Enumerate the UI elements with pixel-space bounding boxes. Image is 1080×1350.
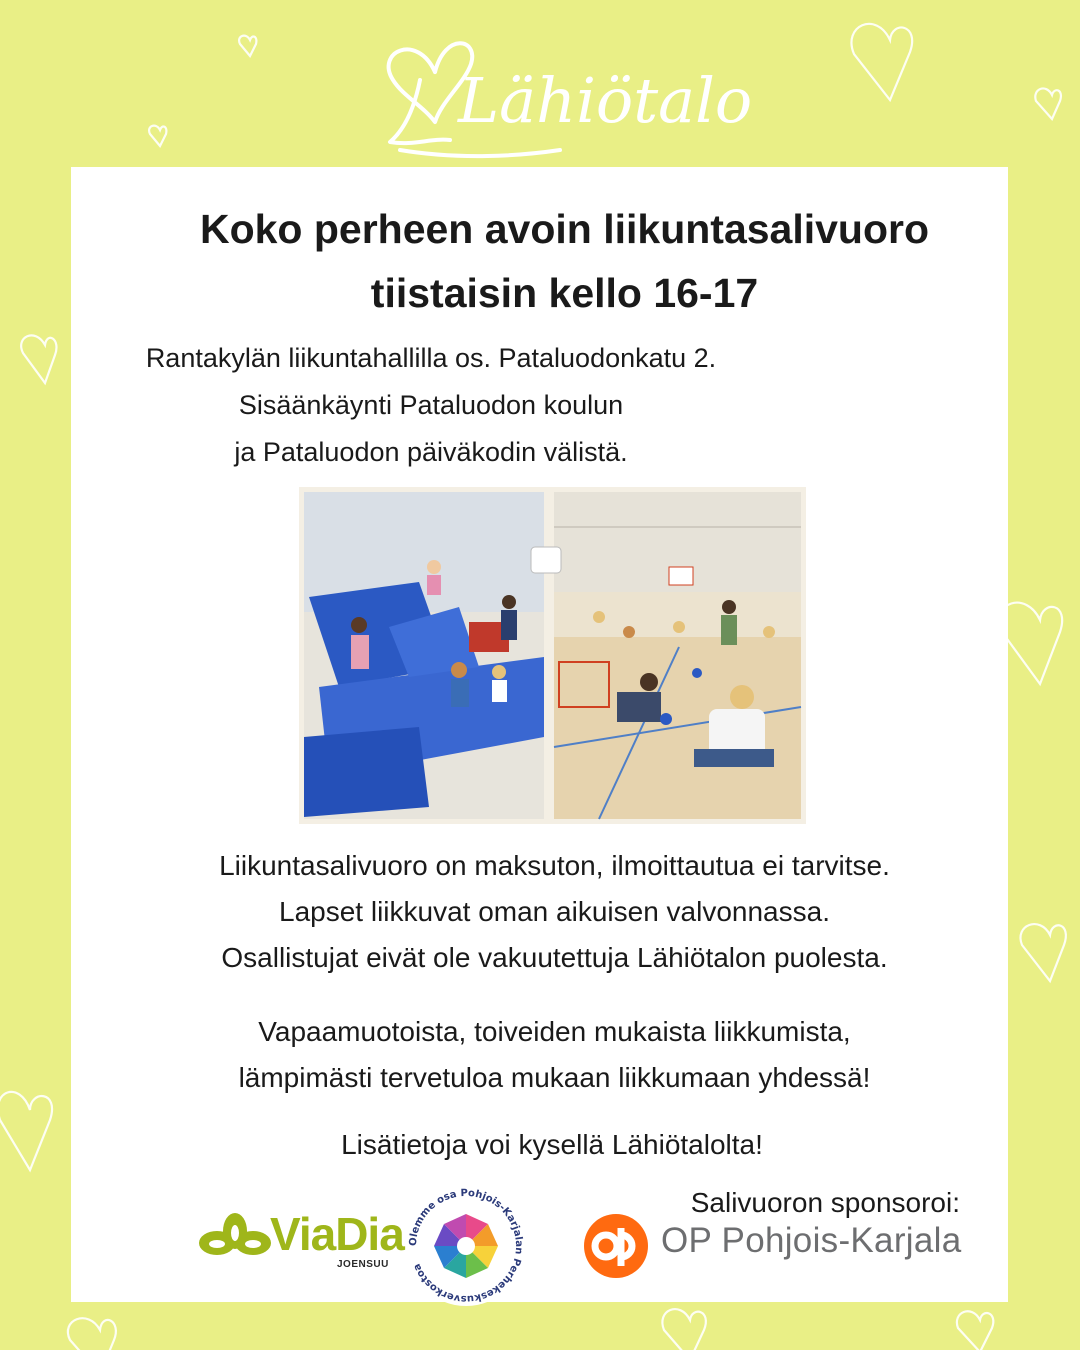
welcome-block xyxy=(111,1009,998,1101)
heart-icon xyxy=(662,1309,705,1350)
more-info-text: Lisätietoja voi kysellä Lähiötalolta! xyxy=(341,1129,763,1160)
heart-icon xyxy=(0,1092,52,1170)
heart-icon xyxy=(1000,603,1063,684)
address-line-1: Rantakylän liikuntahallilla os. Pataluodonkatu 2. xyxy=(145,343,717,373)
title-line-2: tiistaisin kello 16-17 xyxy=(370,270,759,316)
sponsor-label: Salivuoron sponsoroi: xyxy=(690,1187,960,1218)
heart-icon xyxy=(239,36,256,56)
op-logo-icon xyxy=(583,1213,649,1279)
lahiotalo-logo-mark xyxy=(380,10,753,160)
welcome-line-2: lämpimästi tervetuloa mukaan liikkumaan yhdessä! xyxy=(238,1062,871,1093)
heart-icon xyxy=(851,24,912,100)
left-panel-mats xyxy=(304,492,544,819)
svg-text:Lähiötalo: Lähiötalo xyxy=(458,64,753,137)
sponsor-name: OP Pohjois-Karjala xyxy=(661,1221,962,1260)
heart-icon xyxy=(957,1311,993,1350)
viadia-leaf-icon xyxy=(195,1211,275,1271)
viadia-logo xyxy=(195,1203,404,1273)
badge-ring-text: Olemme osa Pohjois-Karjalan Perhekeskusverkostoa xyxy=(407,1187,525,1305)
info-block xyxy=(111,843,998,981)
info-line-1: Liikuntasalivuoro on maksuton, ilmoittautua ei tarvitse. xyxy=(219,850,890,881)
title-line-1: Koko perheen avoin liikuntasalivuoro xyxy=(199,206,930,252)
heart-icon xyxy=(1035,88,1061,119)
right-panel-hall xyxy=(531,492,801,819)
address-line-2: Sisäänkäynti Pataluodon koulun xyxy=(238,390,624,420)
heart-icon xyxy=(21,335,56,383)
heart-icon xyxy=(149,126,166,146)
viadia-name: ViaDia xyxy=(270,1208,404,1260)
heart-icon xyxy=(1020,924,1065,981)
family-gym-illustration xyxy=(299,487,806,824)
page-title xyxy=(71,197,1008,325)
viadia-sub: JOENSUU xyxy=(337,1259,389,1270)
address-block xyxy=(131,335,731,476)
lahiotalo-logo xyxy=(380,10,753,160)
perhekeskusverkosto-badge xyxy=(404,1184,528,1308)
address-line-3: ja Pataluodon päiväkodin välistä. xyxy=(234,437,628,467)
heart-icon xyxy=(68,1318,116,1350)
content-card xyxy=(71,167,1008,1305)
info-line-3: Osallistujat eivät ole vakuutettuja Lähiötalon puolesta. xyxy=(221,942,888,973)
info-line-2: Lapset liikkuvat oman aikuisen valvonnassa. xyxy=(279,896,830,927)
welcome-line-1: Vapaamuotoista, toiveiden mukaista liikkumista, xyxy=(258,1016,851,1047)
